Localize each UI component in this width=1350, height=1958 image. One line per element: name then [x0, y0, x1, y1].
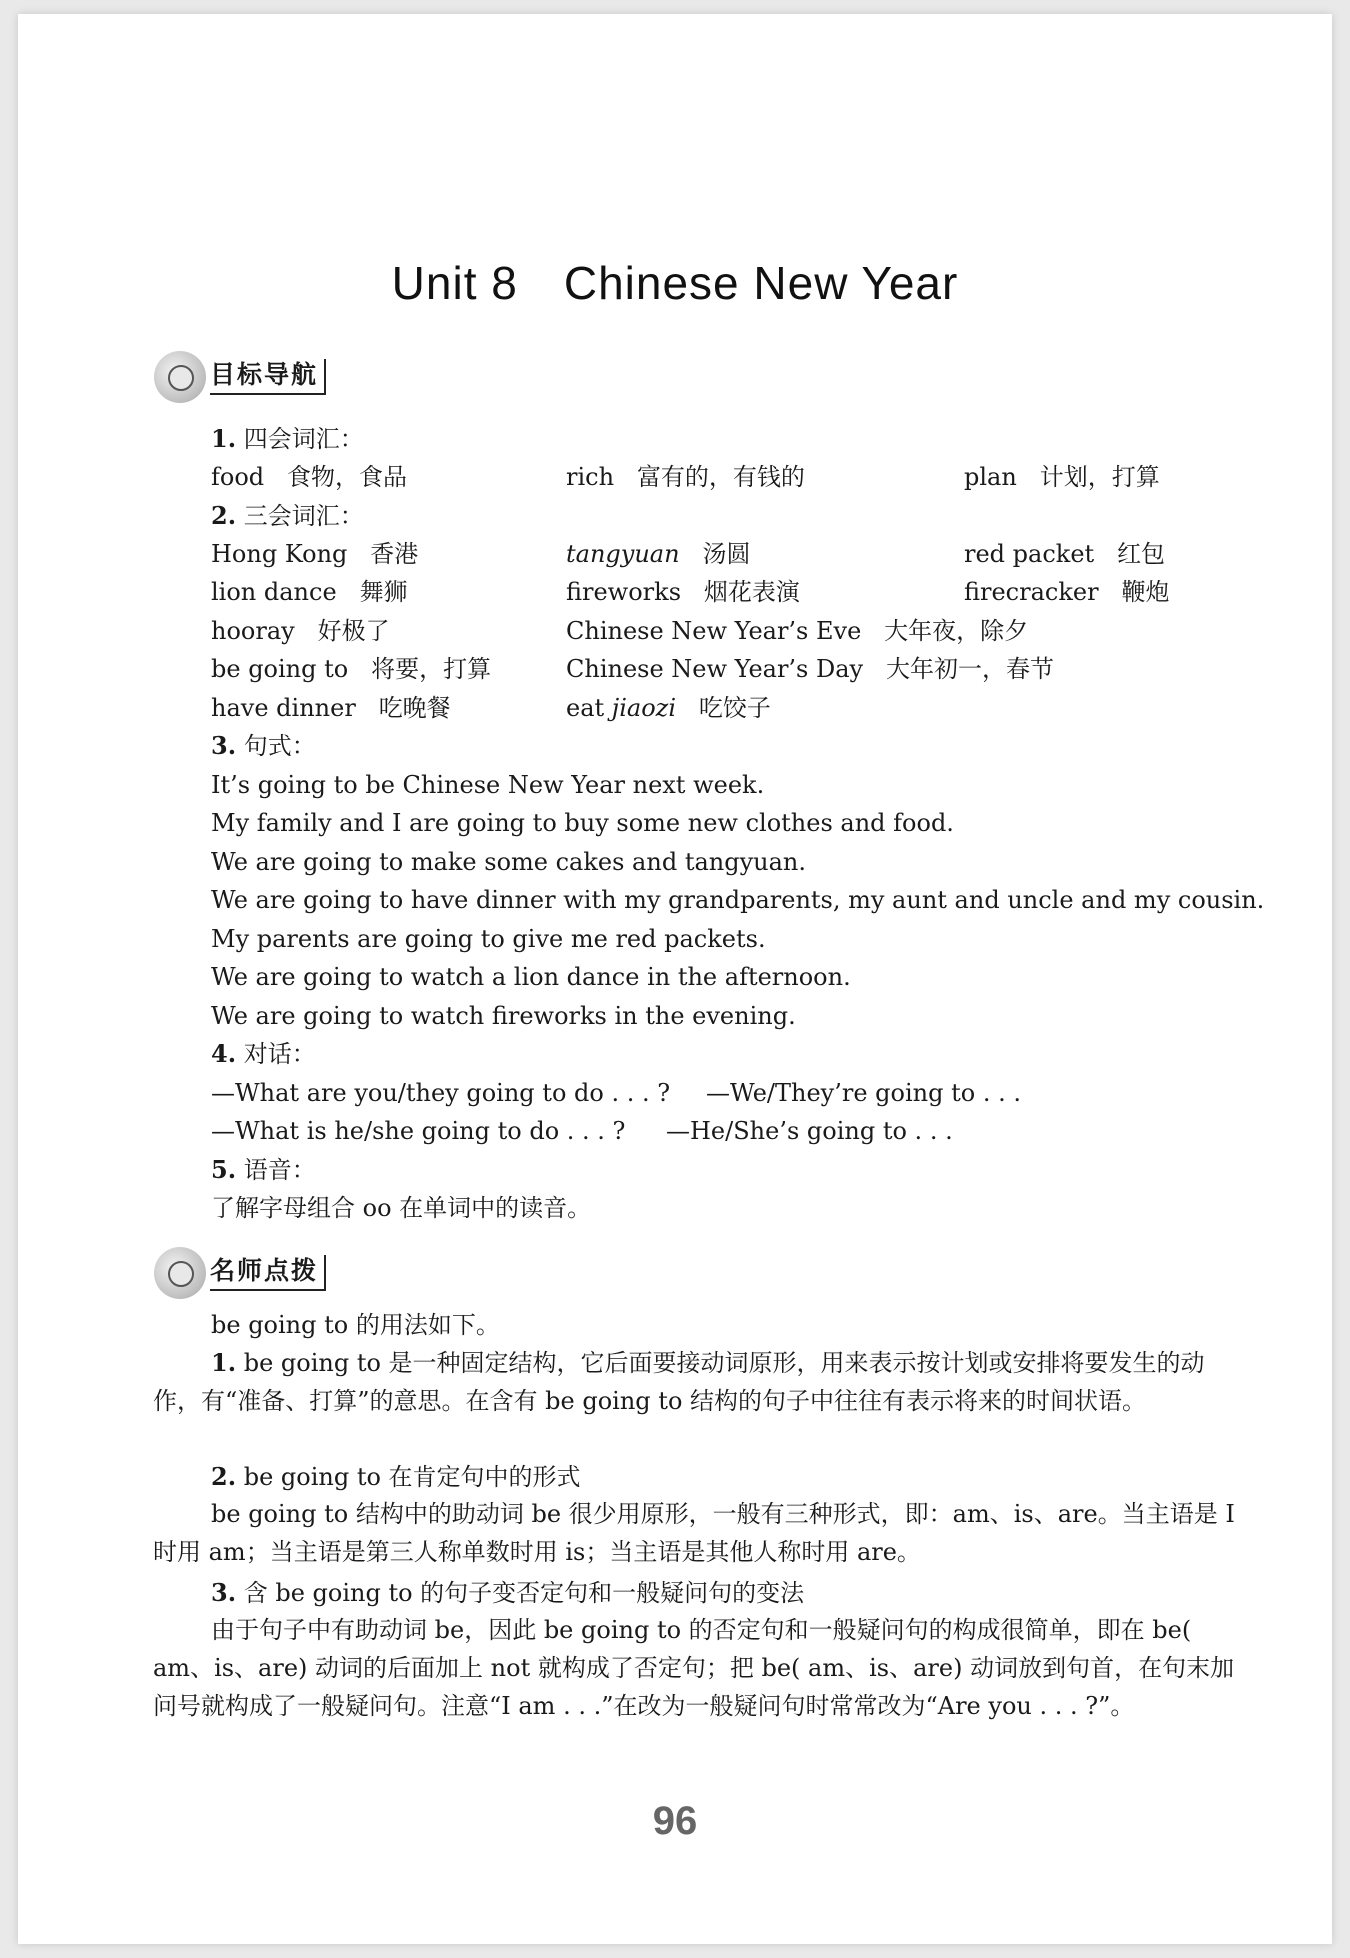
unit-number: Unit 8 — [391, 257, 518, 309]
dialogue-answer: —We/They’re going to . . . — [706, 1079, 1021, 1107]
sentence-line: My family and I are going to buy some new clothes and food. — [211, 809, 954, 837]
vocab3-item: firecracker 鞭炮 — [964, 578, 1170, 606]
vocab3-item: hooray 好极了 — [211, 617, 390, 645]
tips-paragraph-1: 1. be going to 是一种固定结构，它后面要接动词原形，用来表示按计划或安排将要发生的动作，有“准备、打算”的意思。在含有 be going to 结构的句子中往往有表示将来的时间状语。 — [153, 1348, 1205, 1415]
tips-paragraph-3: 由于句子中有助动词 be，因此 be going to 的否定句和一般疑问句的构成很简单，即在 be( am、is、are) 动词的后面加上 not 就构成了否定句；把 be( am、is、are) 动词放到句首，在句末加问号就构成了一般疑问句。注意“I am . . .”在改为一般疑问句时常常改为“Are you . . . ?”。 — [153, 1616, 1235, 1720]
vocab4-item: food 食物，食品 — [211, 463, 408, 491]
sentence-line: We are going to have dinner with my grandparents, my aunt and uncle and my cousin. — [211, 886, 1265, 914]
girl-mascot-icon — [154, 351, 206, 403]
phonics-text: 了解字母组合 oo 在单词中的读音。 — [211, 1194, 592, 1222]
vocab3-item: be going to 将要，打算 — [211, 655, 492, 683]
vocab3-item: Hong Kong 香港 — [211, 540, 419, 568]
sentence-line: It’s going to be Chinese New Year next week. — [211, 771, 765, 799]
vocab3-heading: 2. 三会词汇： — [211, 501, 364, 530]
tips-intro: be going to 的用法如下。 — [211, 1311, 500, 1339]
tips-section-header — [154, 1246, 326, 1300]
vocab3-item: tangyuan 汤圆 — [566, 540, 751, 568]
tips-label: 名师点拨 — [210, 1255, 326, 1291]
vocab3-item: Chinese New Year’s Day 大年初一，春节 — [566, 655, 1054, 683]
tips-subhead-2: 2. be going to 在肯定句中的形式 — [211, 1462, 581, 1491]
vocab3-item: have dinner 吃晚餐 — [211, 694, 451, 722]
vocab3-item: fireworks 烟花表演 — [566, 578, 800, 606]
sentence-line: We are going to make some cakes and tangyuan. — [211, 848, 806, 876]
vocab3-item: eat jiaozi 吃饺子 — [566, 694, 771, 722]
tips-paragraph-2: be going to 结构中的助动词 be 很少用原形，一般有三种形式，即：am、is、are。当主语是 I 时用 am；当主语是第三人称单数时用 is；当主语是其他人称时用 are。 — [153, 1500, 1235, 1566]
dialogue-question: —What are you/they going to do . . . ? — [211, 1079, 671, 1107]
goals-section-header — [154, 350, 326, 404]
vocab4-item: plan 计划，打算 — [964, 463, 1160, 491]
teacher-mascot-icon — [154, 1247, 206, 1299]
goals-label: 目标导航 — [210, 359, 326, 395]
sentence-line: We are going to watch a lion dance in the afternoon. — [211, 963, 851, 991]
vocab3-item: red packet 红包 — [964, 540, 1166, 568]
sentences-heading: 3. 句式： — [211, 731, 316, 760]
vocab4-item: rich 富有的，有钱的 — [566, 463, 805, 491]
sentence-line: My parents are going to give me red packets. — [211, 925, 766, 953]
dialogue-heading: 4. 对话： — [211, 1039, 316, 1068]
vocab3-item: Chinese New Year’s Eve 大年夜，除夕 — [566, 617, 1029, 645]
tips-subhead-3: 3. 含 be going to 的句子变否定句和一般疑问句的变法 — [211, 1578, 805, 1607]
unit-name: Chinese New Year — [563, 257, 959, 309]
sentence-line: We are going to watch fireworks in the evening. — [211, 1002, 796, 1030]
vocab3-item: lion dance 舞狮 — [211, 578, 408, 606]
phonics-heading: 5. 语音： — [211, 1155, 316, 1184]
vocab4-heading: 1. 四会词汇： — [211, 424, 364, 453]
page — [18, 14, 1332, 1944]
page-title — [18, 256, 1332, 310]
dialogue-question: —What is he/she going to do . . . ? — [211, 1117, 626, 1145]
dialogue-answer: —He/She’s going to . . . — [666, 1117, 953, 1145]
page-number: 96 — [652, 1799, 698, 1843]
